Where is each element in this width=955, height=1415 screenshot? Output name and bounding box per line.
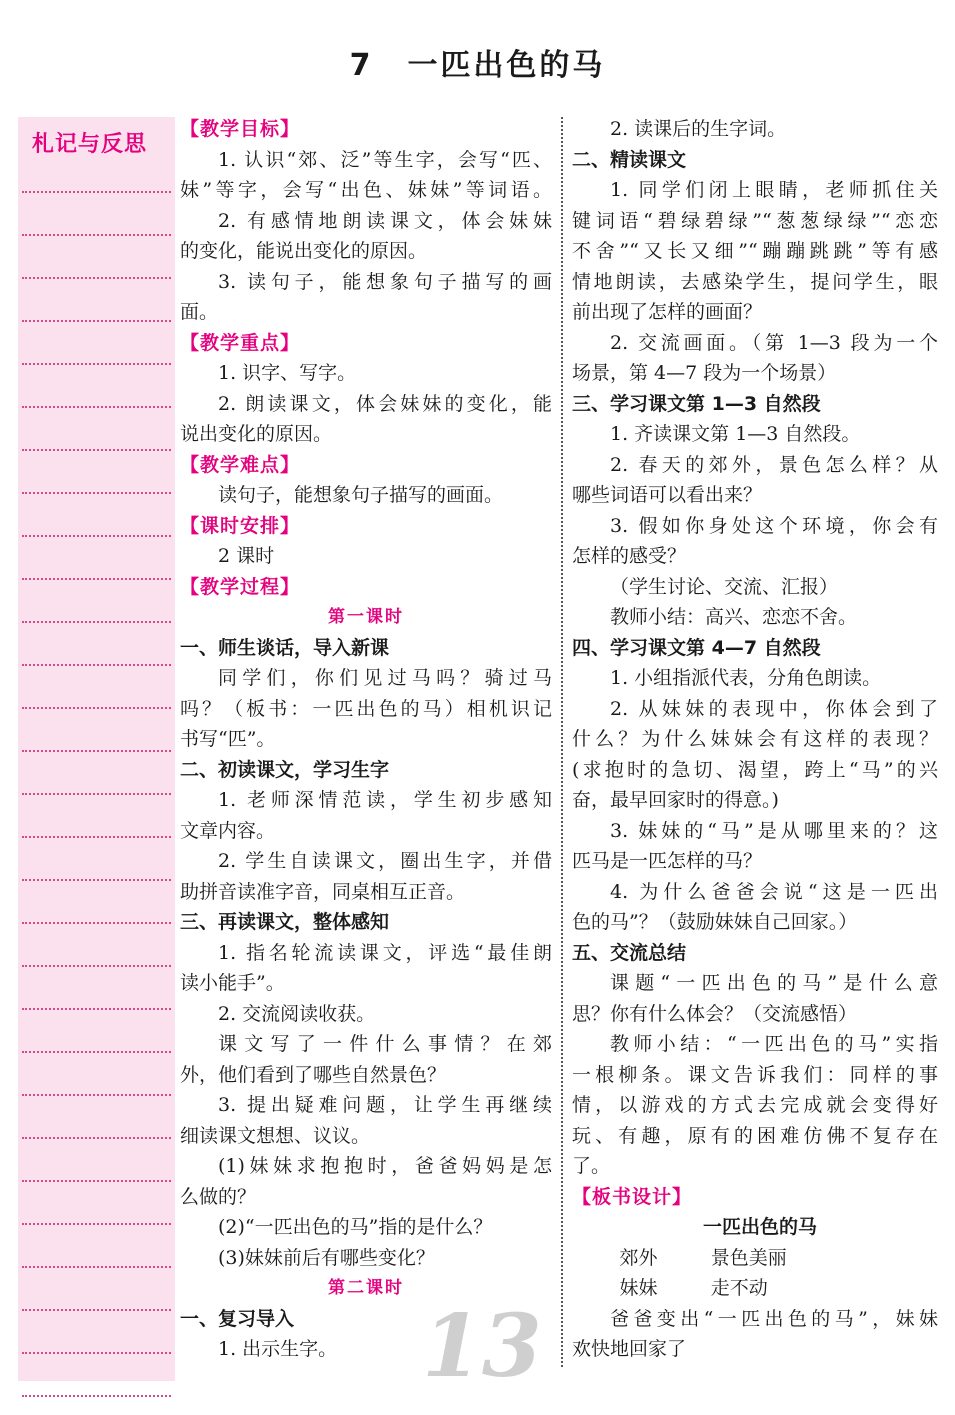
lesson-period-heading: 第一课时	[328, 607, 404, 627]
notes-line	[22, 1309, 171, 1311]
step-heading: 二、精读课文	[572, 148, 687, 171]
board-design-title: 一匹出色的马	[702, 1216, 817, 1238]
text-line: 情，以游戏的方式去完成就会变得好	[572, 1094, 938, 1116]
text-line: 妹”等字，会写“出色、妹妹”等词语。	[180, 179, 552, 201]
notes-line	[22, 793, 171, 795]
text-line: 2. 从妹妹的表现中，你体会到了	[610, 697, 938, 720]
text-line: 2. 朗读课文，体会妹妹的变化，能	[218, 392, 552, 415]
notes-line	[22, 664, 171, 666]
text-line: 外，他们看到了哪些自然景色？	[180, 1063, 447, 1086]
notes-line	[22, 1180, 171, 1182]
lesson-title: 一匹出色的马	[407, 48, 606, 83]
text-line: 面。	[180, 301, 219, 323]
step-heading: 一、复习导入	[180, 1307, 295, 1330]
section-label-text: 【教学重点】	[180, 331, 301, 354]
column-divider	[561, 117, 563, 1367]
text-line: (2)“一匹出色的马”指的是什么？	[218, 1216, 493, 1238]
text-line: 思？你有什么体会？（交流感悟）	[572, 1002, 858, 1025]
step-heading: 一、师生谈话，导入新课	[180, 636, 390, 659]
text-line: 3. 读句子，能想象句子描写的画	[218, 270, 552, 293]
text-line: 2. 交流画面。（第 1—3 段为一个	[610, 331, 938, 354]
section-label	[180, 572, 552, 603]
text-line: 细读课文想想、议议。	[180, 1124, 371, 1147]
notes-sidebar	[18, 117, 175, 1381]
board-row-value: 景色美丽	[710, 1246, 787, 1269]
notes-line	[22, 578, 171, 580]
step-heading: 二、初读课文，学习生字	[180, 758, 390, 781]
notes-line	[22, 1051, 171, 1053]
text-line: 3. 提出疑难问题，让学生再继续	[218, 1094, 552, 1116]
text-line: 不舍”“又长又细”“蹦蹦跳跳”等有感	[572, 240, 938, 262]
notes-line	[22, 449, 171, 451]
notes-line	[22, 277, 171, 279]
board-row-key: 郊外	[619, 1246, 658, 1269]
notes-line	[22, 1395, 171, 1397]
page-title	[0, 40, 955, 84]
board-design-row	[572, 1273, 938, 1304]
notes-line	[22, 1223, 171, 1225]
text-line: 2. 有感情地朗读课文，体会妹妹	[218, 209, 552, 232]
text-line: 说出变化的原因。	[180, 423, 333, 445]
text-line: 2. 春天的郊外，景色怎么样？从	[610, 453, 938, 476]
text-line: 1. 小组指派代表，分角色朗读。	[610, 667, 882, 689]
lesson-number: 7	[349, 48, 374, 83]
step-heading: 三、学习课文第 1—3 自然段	[572, 392, 821, 415]
notes-line	[22, 836, 171, 838]
text-line: 哪些词语可以看出来？	[572, 484, 763, 506]
section-label	[180, 328, 552, 359]
notes-line	[22, 406, 171, 408]
text-line: 书写“匹”。	[180, 728, 276, 750]
notes-line	[22, 750, 171, 752]
text-line: 一根柳条。课文告诉我们：同样的事	[572, 1063, 938, 1086]
text-line: 2. 读课后的生字词。	[610, 118, 787, 140]
lesson-period-heading: 第二课时	[328, 1278, 404, 1298]
notes-line	[22, 1352, 171, 1354]
text-line: 3. 妹妹的“马”是从哪里来的？这	[610, 819, 938, 842]
section-label	[572, 1182, 938, 1213]
text-line: 4. 为什么爸爸会说“这是一匹出	[610, 880, 938, 903]
board-row-value: 走不动	[710, 1277, 768, 1299]
notes-line	[22, 922, 171, 924]
notes-line	[22, 320, 171, 322]
text-line: 1. 识字、写字。	[218, 362, 357, 384]
board-design-row	[572, 1243, 938, 1274]
section-label-text: 【板书设计】	[572, 1185, 693, 1208]
text-line: 情地朗读，去感染学生，提问学生，眼	[572, 270, 938, 293]
text-line: 读句子，能想象句子描写的画面。	[218, 484, 504, 506]
text-line: 键词语“碧绿碧绿”“葱葱绿绿”“恋恋	[572, 209, 938, 232]
text-line: 读小能手”。	[180, 972, 285, 994]
text-line: 了。	[572, 1155, 611, 1177]
text-line: 匹马是一匹怎样的马？	[572, 850, 763, 872]
notes-line	[22, 1137, 171, 1139]
text-line: 什么？为什么妹妹会有这样的表现？	[572, 728, 938, 750]
step-heading: 五、交流总结	[572, 941, 687, 964]
notes-line	[22, 492, 171, 494]
text-line: 场景，第 4—7 段为一个场景）	[572, 362, 837, 384]
section-label-text: 【教学难点】	[180, 453, 301, 476]
text-line: 1. 同学们闭上眼睛，老师抓住关	[610, 179, 938, 201]
text-line: 爸爸变出“一匹出色的马”，妹妹	[610, 1307, 938, 1330]
text-line: 1. 齐读课文第 1—3 自然段。	[610, 423, 861, 445]
notes-line	[22, 965, 171, 967]
notes-line	[22, 535, 171, 537]
section-label-text: 【教学过程】	[180, 575, 301, 598]
notes-line	[22, 234, 171, 236]
text-line: 吗？（板书：一匹出色的马）相机识记	[180, 697, 552, 720]
text-line: 1. 认识“郊、泛”等生字，会写“匹、	[218, 148, 552, 171]
notes-line	[22, 621, 171, 623]
text-line: 奋，最早回家时的得意。)	[572, 789, 779, 811]
text-line: 1. 老师深情范读，学生初步感知	[218, 789, 552, 811]
section-label-text: 【教学目标】	[180, 118, 301, 140]
notes-line	[22, 1094, 171, 1096]
notes-line	[22, 1266, 171, 1268]
text-line: 2. 学生自读课文，圈出生字，并借	[218, 850, 552, 872]
text-line: 同学们，你们见过马吗？骑过马	[218, 667, 552, 689]
text-line: 欢快地回家了	[572, 1338, 687, 1360]
text-line: 3. 假如你身处这个环境，你会有	[610, 514, 938, 537]
text-line: 色的马”？（鼓励妹妹自己回家。）	[572, 911, 858, 933]
board-row-key: 妹妹	[619, 1277, 658, 1299]
text-line: 2. 交流阅读收获。	[218, 1002, 376, 1025]
notes-line	[22, 363, 171, 365]
notes-line	[22, 707, 171, 709]
text-line: 1. 指名轮流读课文，评选“最佳朗	[218, 941, 552, 964]
text-line: 的变化，能说出变化的原因。	[180, 240, 428, 262]
text-line: 2 课时	[218, 545, 275, 567]
notes-line	[22, 1008, 171, 1010]
text-line: (1)妹妹求抱抱时，爸爸妈妈是怎	[218, 1155, 552, 1177]
notes-line	[22, 879, 171, 881]
text-line: 课文写了一件什么事情？在郊	[218, 1033, 552, 1055]
text-line: 玩、有趣，原有的困难仿佛不复存在	[572, 1124, 938, 1147]
step-heading: 三、再读课文，整体感知	[180, 911, 390, 933]
text-line: 前出现了怎样的画面？	[572, 301, 763, 323]
text-line: 文章内容。	[180, 819, 276, 842]
section-label-text: 【课时安排】	[180, 514, 301, 537]
page-number: 13	[422, 1296, 542, 1397]
text-line: (3)妹妹前后有哪些变化？	[218, 1246, 435, 1269]
step-heading: 四、学习课文第 4—7 自然段	[572, 636, 821, 659]
text-line: 怎样的感受？	[572, 545, 687, 567]
notes-line	[22, 191, 171, 193]
notes-label: 札记与反思	[32, 132, 148, 157]
text-line: 教师小结：高兴、恋恋不舍。	[610, 606, 858, 628]
text-line: (求抱时的急切、渴望，跨上“马”的兴	[572, 758, 938, 781]
section-label	[180, 114, 552, 145]
text-line: （学生讨论、交流、汇报）	[610, 575, 839, 598]
left-column	[180, 114, 552, 1365]
text-line: 么做的？	[180, 1185, 257, 1208]
text-line: 教师小结：“一匹出色的马”实指	[610, 1033, 938, 1055]
text-line: 课题“一匹出色的马”是什么意	[610, 972, 938, 994]
section-label	[180, 511, 552, 542]
section-label	[180, 450, 552, 481]
text-line: 1. 出示生字。	[218, 1338, 338, 1360]
right-column	[572, 114, 938, 1365]
text-line: 助拼音读准字音，同桌相互正音。	[180, 880, 466, 903]
